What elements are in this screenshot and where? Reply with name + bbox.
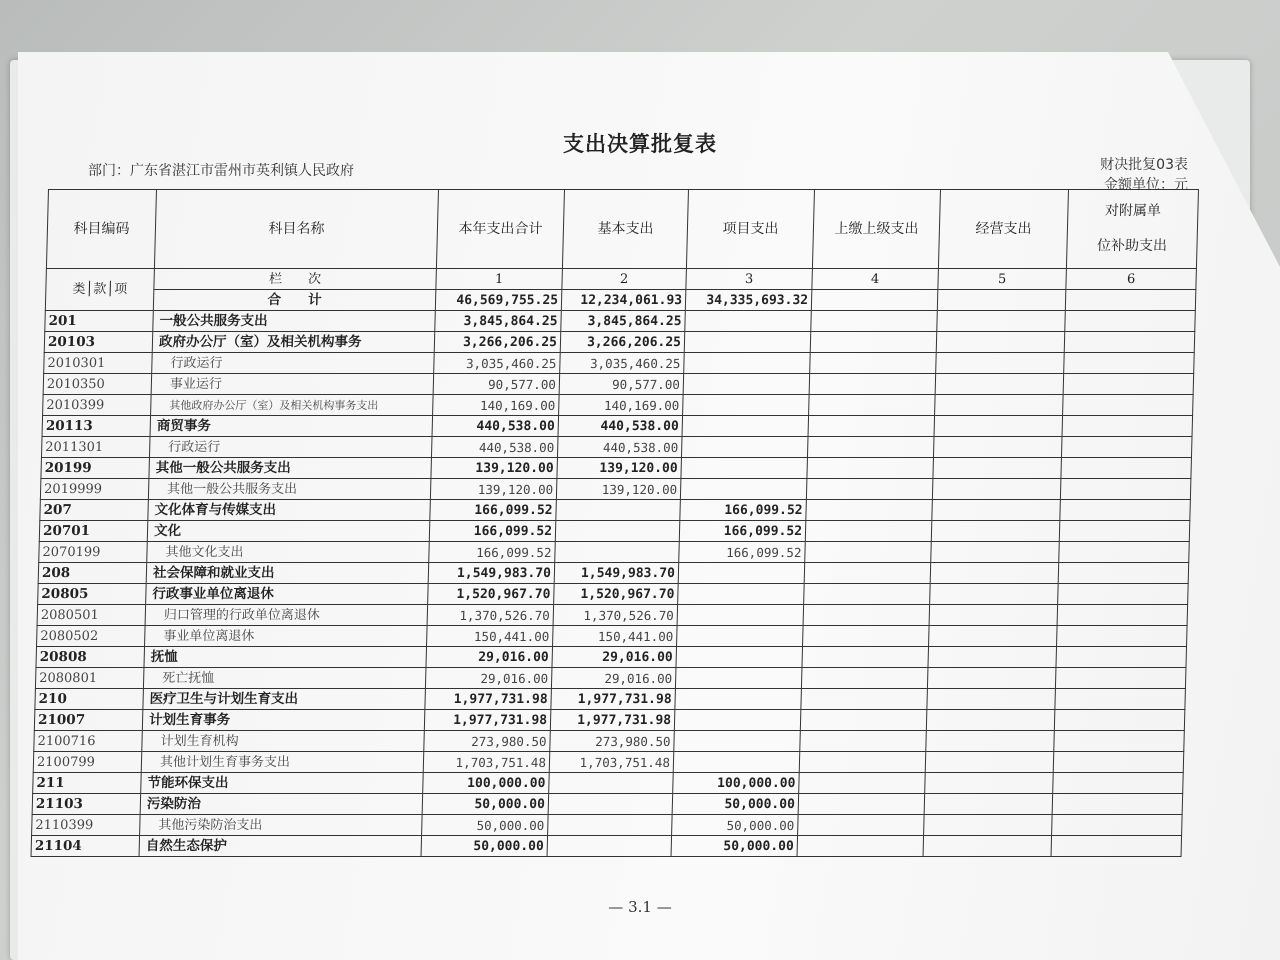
row-code: 20103 <box>44 332 153 353</box>
row-upper <box>804 563 931 584</box>
row-subsidy <box>1065 311 1196 332</box>
table-wrapper <box>31 189 1218 857</box>
row-code: 21103 <box>32 794 141 815</box>
row-upper <box>804 584 931 605</box>
row-name: 行政事业单位离退休 <box>146 584 429 605</box>
header-basic: 基本支出 <box>562 190 688 269</box>
row-basic <box>556 500 681 521</box>
row-business <box>930 563 1059 584</box>
row-project <box>683 374 810 395</box>
expenditure-table <box>31 189 1199 857</box>
row-name: 社会保障和就业支出 <box>146 563 429 584</box>
row-upper <box>807 437 934 458</box>
row-upper <box>800 731 927 752</box>
row-project <box>677 626 804 647</box>
row-business <box>929 626 1058 647</box>
row-basic: 440,538.00 <box>557 437 682 458</box>
col-number-3: 3 <box>686 269 813 290</box>
row-total: 1,703,751.48 <box>423 752 550 773</box>
row-subsidy <box>1053 752 1184 773</box>
header-code: 科目编码 <box>46 190 156 269</box>
row-business <box>932 479 1061 500</box>
row-basic: 3,266,206.25 <box>560 332 685 353</box>
row-subsidy <box>1059 521 1190 542</box>
row-code: 201 <box>45 311 154 332</box>
row-upper <box>806 479 933 500</box>
row-name: 自然生态保护 <box>139 836 422 857</box>
row-name: 抚恤 <box>144 647 427 668</box>
table-row <box>39 542 1190 563</box>
row-business <box>936 353 1065 374</box>
table-row <box>40 500 1191 521</box>
row-code: 211 <box>33 773 142 794</box>
page-title: 支出决算批复表 <box>563 132 717 156</box>
row-code: 2010350 <box>43 374 152 395</box>
row-name: 其他文化支出 <box>147 542 430 563</box>
row-basic <box>547 836 672 857</box>
row-upper <box>799 773 926 794</box>
header-business: 经营支出 <box>938 190 1068 269</box>
table-row <box>43 395 1194 416</box>
row-business <box>926 731 1055 752</box>
row-name: 事业单位离退休 <box>145 626 428 647</box>
row-total: 166,099.52 <box>430 500 557 521</box>
row-basic: 90,577.00 <box>559 374 684 395</box>
row-name: 行政运行 <box>152 353 435 374</box>
row-subsidy <box>1058 563 1189 584</box>
row-basic: 1,703,751.48 <box>549 752 674 773</box>
table-row <box>42 416 1193 437</box>
table-row <box>45 311 1196 332</box>
row-code: 208 <box>38 563 147 584</box>
row-name: 医疗卫生与计划生育支出 <box>143 689 426 710</box>
header-lan-ci: 栏 次 <box>154 269 437 290</box>
table-row <box>34 710 1185 731</box>
row-name: 其他政府办公厅（室）及相关机构事务支出 <box>151 395 434 416</box>
row-basic: 1,370,526.70 <box>553 605 678 626</box>
row-code: 207 <box>40 500 149 521</box>
row-business <box>925 773 1054 794</box>
row-basic: 440,538.00 <box>558 416 683 437</box>
table-row <box>33 773 1184 794</box>
row-upper <box>805 521 932 542</box>
header-project: 项目支出 <box>686 190 814 269</box>
grand-total-business <box>937 290 1066 311</box>
row-subsidy <box>1055 689 1186 710</box>
row-total: 139,120.00 <box>431 458 558 479</box>
row-total: 50,000.00 <box>421 836 548 857</box>
table-row <box>35 668 1186 689</box>
header-total: 本年支出合计 <box>436 190 564 269</box>
row-business <box>924 794 1053 815</box>
row-basic: 1,977,731.98 <box>550 710 675 731</box>
row-name: 归口管理的行政单位离退休 <box>145 605 428 626</box>
row-upper <box>809 374 936 395</box>
row-total: 50,000.00 <box>422 794 549 815</box>
row-code: 2010399 <box>43 395 152 416</box>
table-row <box>40 479 1191 500</box>
row-business <box>928 647 1057 668</box>
row-upper <box>800 710 927 731</box>
row-project <box>684 332 811 353</box>
row-subsidy <box>1064 332 1195 353</box>
row-subsidy <box>1055 668 1186 689</box>
row-total: 3,035,460.25 <box>434 353 561 374</box>
row-total: 1,977,731.98 <box>425 689 552 710</box>
row-name: 商贸事务 <box>150 416 433 437</box>
row-upper <box>807 458 934 479</box>
row-code: 2100716 <box>34 731 143 752</box>
row-basic <box>548 794 673 815</box>
row-business <box>937 311 1066 332</box>
row-upper <box>803 605 930 626</box>
row-project <box>682 416 809 437</box>
row-basic: 150,441.00 <box>553 626 678 647</box>
row-upper <box>803 626 930 647</box>
row-subsidy <box>1058 584 1189 605</box>
row-subsidy <box>1063 395 1194 416</box>
table-row <box>41 437 1192 458</box>
row-name: 文化 <box>147 521 430 542</box>
row-upper <box>801 689 928 710</box>
col-number-1: 1 <box>436 269 563 290</box>
row-subsidy <box>1056 647 1187 668</box>
row-total: 273,980.50 <box>424 731 551 752</box>
row-total: 100,000.00 <box>423 773 550 794</box>
row-name: 事业运行 <box>151 374 434 395</box>
table-row <box>44 353 1195 374</box>
row-code: 20805 <box>38 584 147 605</box>
row-basic <box>555 542 680 563</box>
row-code: 2070199 <box>39 542 148 563</box>
row-total: 90,577.00 <box>433 374 560 395</box>
table-row <box>38 584 1189 605</box>
header-subsidy-line1: 对附属单 <box>1104 203 1162 219</box>
form-number: 财决批复03表 <box>1100 157 1188 173</box>
row-basic: 273,980.50 <box>550 731 675 752</box>
row-total: 150,441.00 <box>427 626 554 647</box>
row-total: 139,120.00 <box>430 479 557 500</box>
table-row <box>37 605 1188 626</box>
row-subsidy <box>1060 479 1191 500</box>
row-upper <box>810 353 937 374</box>
table-row <box>39 521 1190 542</box>
row-total: 1,370,526.70 <box>427 605 554 626</box>
row-business <box>936 332 1065 353</box>
row-project <box>674 731 801 752</box>
row-code: 20113 <box>42 416 151 437</box>
row-project: 50,000.00 <box>672 815 799 836</box>
row-business <box>931 521 1060 542</box>
row-upper <box>805 542 932 563</box>
row-code: 2100799 <box>33 752 142 773</box>
row-project: 166,099.52 <box>680 500 807 521</box>
row-project <box>674 710 801 731</box>
row-project: 50,000.00 <box>672 794 799 815</box>
row-business <box>930 584 1059 605</box>
row-project <box>673 752 800 773</box>
row-total: 166,099.52 <box>429 542 556 563</box>
row-upper <box>798 815 925 836</box>
row-code: 20808 <box>36 647 145 668</box>
table-body <box>31 311 1195 857</box>
row-subsidy <box>1057 626 1188 647</box>
row-code: 20199 <box>41 458 150 479</box>
row-name: 政府办公厅（室）及相关机构事务 <box>152 332 435 353</box>
row-name: 其他污染防治支出 <box>140 815 423 836</box>
row-subsidy <box>1054 710 1185 731</box>
table-row <box>35 689 1186 710</box>
header-kuan: 款 <box>93 282 107 297</box>
row-code: 2010301 <box>44 353 153 374</box>
row-total: 1,520,967.70 <box>428 584 555 605</box>
grand-total-total: 46,569,755.25 <box>435 290 562 311</box>
row-code: 2080502 <box>37 626 146 647</box>
col-number-2: 2 <box>562 269 687 290</box>
row-business <box>923 836 1052 857</box>
row-business <box>933 437 1062 458</box>
row-total: 1,977,731.98 <box>424 710 551 731</box>
row-total: 440,538.00 <box>432 416 559 437</box>
row-subsidy <box>1061 458 1192 479</box>
row-business <box>929 605 1058 626</box>
row-business <box>933 458 1062 479</box>
department-label: 部门：广东省湛江市雷州市英利镇人民政府 <box>88 163 354 179</box>
row-name: 其他一般公共服务支出 <box>149 458 432 479</box>
table-row <box>44 332 1195 353</box>
row-project <box>675 668 802 689</box>
row-upper <box>797 836 924 857</box>
row-total: 140,169.00 <box>433 395 560 416</box>
row-business <box>926 710 1055 731</box>
row-subsidy <box>1053 773 1184 794</box>
row-total: 50,000.00 <box>422 815 549 836</box>
grand-total-subsidy <box>1065 290 1196 311</box>
row-business <box>925 752 1054 773</box>
header-upper: 上缴上级支出 <box>812 190 940 269</box>
row-name: 文化体育与传媒支出 <box>148 500 431 521</box>
row-upper <box>798 794 925 815</box>
row-total: 440,538.00 <box>431 437 558 458</box>
grand-total-project: 34,335,693.32 <box>685 290 812 311</box>
row-total: 29,016.00 <box>425 668 552 689</box>
grand-total-upper <box>811 290 938 311</box>
row-project <box>678 563 805 584</box>
row-project <box>685 311 812 332</box>
header-subsidy-line2: 位补助支出 <box>1096 238 1168 254</box>
row-upper <box>806 500 933 521</box>
row-basic: 139,120.00 <box>557 458 682 479</box>
grand-total-basic: 12,234,061.93 <box>561 290 686 311</box>
table-row <box>32 815 1183 836</box>
table-row <box>34 731 1185 752</box>
row-name: 污染防治 <box>140 794 423 815</box>
row-name: 节能环保支出 <box>141 773 424 794</box>
row-code: 2080801 <box>35 668 144 689</box>
row-subsidy <box>1051 836 1182 857</box>
row-basic: 139,120.00 <box>556 479 681 500</box>
table-row <box>32 794 1183 815</box>
col-number-4: 4 <box>812 269 939 290</box>
row-subsidy <box>1052 794 1183 815</box>
row-total: 1,549,983.70 <box>428 563 555 584</box>
header-lei: 类 <box>72 282 86 297</box>
header-name: 科目名称 <box>154 190 438 269</box>
row-code: 20701 <box>39 521 148 542</box>
row-subsidy <box>1054 731 1185 752</box>
header-subsidy <box>1066 190 1198 269</box>
row-name: 计划生育事务 <box>142 710 425 731</box>
row-basic: 29,016.00 <box>552 647 677 668</box>
row-basic <box>549 773 674 794</box>
row-project <box>675 689 802 710</box>
row-basic: 29,016.00 <box>551 668 676 689</box>
row-name: 计划生育机构 <box>142 731 425 752</box>
table-row <box>37 626 1188 647</box>
row-project <box>684 353 811 374</box>
header-xiang: 项 <box>114 282 128 297</box>
row-business <box>935 395 1064 416</box>
row-total: 3,845,864.25 <box>435 311 562 332</box>
header-lei-kuan-xiang: 类│款│项 <box>45 269 154 311</box>
header-he-ji: 合 计 <box>153 290 436 311</box>
row-code: 21007 <box>34 710 143 731</box>
row-subsidy <box>1063 374 1194 395</box>
row-subsidy <box>1062 416 1193 437</box>
row-project: 50,000.00 <box>671 836 798 857</box>
row-subsidy <box>1052 815 1183 836</box>
row-business <box>927 668 1056 689</box>
row-basic: 1,977,731.98 <box>551 689 676 710</box>
table-row <box>31 836 1182 857</box>
row-business <box>927 689 1056 710</box>
row-name: 其他计划生育事务支出 <box>141 752 424 773</box>
row-basic: 3,035,460.25 <box>560 353 685 374</box>
row-project <box>678 584 805 605</box>
row-project <box>676 647 803 668</box>
row-project <box>680 479 807 500</box>
row-basic: 1,549,983.70 <box>554 563 679 584</box>
row-subsidy <box>1060 500 1191 521</box>
row-code: 2019999 <box>40 479 149 500</box>
row-basic: 3,845,864.25 <box>561 311 686 332</box>
row-project <box>677 605 804 626</box>
table-row <box>43 374 1194 395</box>
row-name: 一般公共服务支出 <box>153 311 436 332</box>
row-project <box>683 395 810 416</box>
row-business <box>934 416 1063 437</box>
row-subsidy <box>1064 353 1195 374</box>
col-number-5: 5 <box>938 269 1067 290</box>
row-code: 2110399 <box>32 815 141 836</box>
row-upper <box>801 668 928 689</box>
row-name: 其他一般公共服务支出 <box>148 479 431 500</box>
row-business <box>935 374 1064 395</box>
row-upper <box>809 395 936 416</box>
table-row <box>41 458 1192 479</box>
row-subsidy <box>1059 542 1190 563</box>
row-upper <box>802 647 929 668</box>
row-total: 166,099.52 <box>429 521 556 542</box>
row-upper <box>799 752 926 773</box>
row-project: 166,099.52 <box>679 542 806 563</box>
row-basic <box>555 521 680 542</box>
row-project: 166,099.52 <box>679 521 806 542</box>
row-basic: 140,169.00 <box>559 395 684 416</box>
row-code: 210 <box>35 689 144 710</box>
row-upper <box>808 416 935 437</box>
row-upper <box>811 311 938 332</box>
row-project <box>681 458 808 479</box>
table-row <box>33 752 1184 773</box>
row-code: 2011301 <box>41 437 150 458</box>
row-project <box>681 437 808 458</box>
page-number: — 3.1 — <box>608 898 672 916</box>
row-basic <box>548 815 673 836</box>
row-name: 行政运行 <box>149 437 432 458</box>
row-name: 死亡抚恤 <box>143 668 426 689</box>
row-business <box>931 542 1060 563</box>
row-total: 29,016.00 <box>426 647 553 668</box>
row-business <box>932 500 1061 521</box>
row-project: 100,000.00 <box>673 773 800 794</box>
table-row <box>38 563 1189 584</box>
row-basic: 1,520,967.70 <box>554 584 679 605</box>
row-subsidy <box>1057 605 1188 626</box>
amount-unit: 金额单位：元 <box>1104 177 1188 193</box>
row-business <box>924 815 1053 836</box>
row-code: 21104 <box>31 836 140 857</box>
row-subsidy <box>1061 437 1192 458</box>
table-row <box>36 647 1187 668</box>
row-upper <box>810 332 937 353</box>
row-total: 3,266,206.25 <box>434 332 561 353</box>
col-number-6: 6 <box>1066 269 1197 290</box>
row-code: 2080501 <box>37 605 146 626</box>
